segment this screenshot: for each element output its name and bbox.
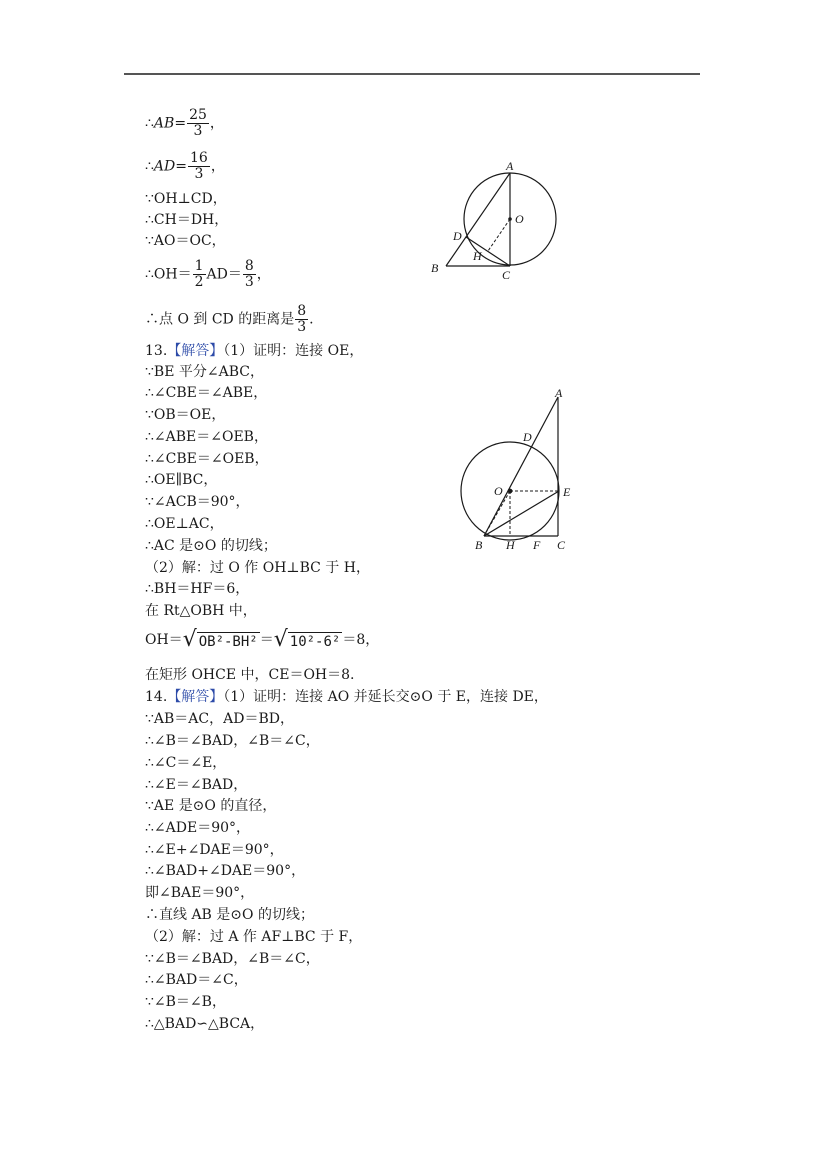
punctuation: ， xyxy=(210,158,225,175)
label-a: A xyxy=(555,386,563,400)
text-line: ∴AC 是⊙O 的切线； xyxy=(145,538,277,554)
line-sqrt xyxy=(145,629,379,651)
label-e: E xyxy=(563,485,571,499)
numerator: 1 xyxy=(194,258,204,274)
text-line: ∴BH＝HF＝6， xyxy=(145,581,250,597)
numerator: 8 xyxy=(297,303,307,319)
text-line: ∵∠ACB＝90°， xyxy=(145,494,250,510)
geometry-figure-1 xyxy=(420,155,570,285)
text-line: ∵AE 是⊙O 的直径， xyxy=(145,798,277,814)
radical-sign: √ xyxy=(182,627,197,652)
fraction xyxy=(193,259,206,290)
text-fragment: （1）证明：连接 OE， xyxy=(223,343,364,359)
line-distance xyxy=(145,304,314,335)
text-line: 即∠BAE＝90°， xyxy=(145,885,255,901)
square-root xyxy=(274,629,343,651)
text-line: ∴∠ABE＝∠OEB， xyxy=(145,429,268,445)
text-line: ∵∠B＝∠B， xyxy=(145,994,226,1010)
label-o: O xyxy=(515,212,524,226)
radical-sign: √ xyxy=(273,627,288,652)
text-fragment: （1）证明：连接 AO 并延长交⊙O 于 E，连接 DE， xyxy=(223,689,548,705)
text-line: ∴OE⊥AC， xyxy=(145,516,224,532)
denominator: 2 xyxy=(194,274,204,290)
label-h: H xyxy=(473,249,482,263)
text-fragment: ∴OH＝ xyxy=(145,266,192,283)
text-fragment: ＝8， xyxy=(342,632,380,648)
therefore-symbol: ∴ xyxy=(145,115,154,132)
text-fragment: OH＝ xyxy=(145,632,183,648)
radicand: OB²-BH² xyxy=(198,634,258,650)
square-root xyxy=(183,629,260,651)
label-o: O xyxy=(494,484,503,498)
segment-oh xyxy=(488,219,510,251)
punctuation: ， xyxy=(256,266,271,283)
text-line: ∴△BAD∽△BCA， xyxy=(145,1016,265,1032)
radicand: 10²-6² xyxy=(289,634,341,650)
text-line: ∵AB＝AC，AD＝BD， xyxy=(145,711,294,727)
numerator: 8 xyxy=(244,258,254,274)
denominator: 3 xyxy=(193,123,203,139)
problem-number: 14. xyxy=(145,689,168,705)
punctuation: . xyxy=(309,311,314,328)
text-line: ∴CH＝DH， xyxy=(145,212,229,228)
problem-13-header xyxy=(145,342,363,360)
label-d: D xyxy=(523,430,532,444)
text-line: ∵BE 平分∠ABC， xyxy=(145,364,264,380)
text-line: 在矩形 OHCE 中，CE＝OH＝8. xyxy=(145,667,355,683)
label-b: B xyxy=(431,261,439,275)
label-b: B xyxy=(475,538,483,552)
label-f: F xyxy=(533,538,541,552)
line-ad xyxy=(145,151,225,182)
fraction xyxy=(295,304,308,335)
segment-ab xyxy=(484,397,558,536)
text-line: ∵OB＝OE， xyxy=(145,407,226,423)
label-c: C xyxy=(502,268,511,282)
problem-14-header xyxy=(145,688,548,706)
equals-sign: = xyxy=(174,115,187,132)
text-line: ∴∠E＝∠BAD， xyxy=(145,777,248,793)
numerator: 25 xyxy=(189,107,207,123)
center-point xyxy=(508,217,512,221)
text-line: ∵OH⊥CD， xyxy=(145,191,227,207)
text-line: ∴∠BAD+∠DAE＝90°， xyxy=(145,863,306,879)
numerator: 16 xyxy=(190,150,208,166)
label-h: H xyxy=(506,538,515,552)
therefore-symbol: ∴ xyxy=(145,158,154,175)
segment-label: AD xyxy=(153,158,176,175)
denominator: 3 xyxy=(297,319,307,335)
text-line: （2）解：过 O 作 OH⊥BC 于 H， xyxy=(145,560,370,576)
text-line: ∴直线 AB 是⊙O 的切线； xyxy=(145,907,314,923)
text-line: ∴OE∥BC， xyxy=(145,472,218,488)
denominator: 3 xyxy=(244,274,254,290)
label-a: A xyxy=(506,159,514,173)
text-line: ∴∠BAD＝∠C， xyxy=(145,972,248,988)
text-line: ∵∠B＝∠BAD，∠B＝∠C， xyxy=(145,951,320,967)
answer-tag: 【解答】 xyxy=(167,689,224,705)
line-oh xyxy=(145,259,271,290)
text-line: ∴∠C＝∠E， xyxy=(145,755,227,771)
text-line: ∴∠B＝∠BAD，∠B＝∠C， xyxy=(145,733,320,749)
text-fragment: ∴点 O 到 CD 的距离是 xyxy=(145,311,295,328)
fraction xyxy=(187,108,209,139)
answer-tag: 【解答】 xyxy=(167,343,224,359)
problem-number: 13. xyxy=(145,343,168,359)
text-line: ∴∠ADE＝90°， xyxy=(145,820,251,836)
label-d: D xyxy=(453,229,462,243)
punctuation: ， xyxy=(209,115,224,132)
header-rule xyxy=(124,73,700,75)
text-line: ∴∠CBE＝∠ABE， xyxy=(145,385,268,401)
segment-label: AB xyxy=(153,115,175,132)
equals-sign: ＝ xyxy=(259,632,274,648)
text-line: 在 Rt△OBH 中， xyxy=(145,603,257,619)
text-line: ∵AO＝OC， xyxy=(145,233,226,249)
text-line: （2）解：过 A 作 AF⊥BC 于 F， xyxy=(145,929,363,945)
center-point xyxy=(508,489,513,494)
text-line: ∴∠E+∠DAE＝90°， xyxy=(145,842,284,858)
fraction xyxy=(243,259,256,290)
geometry-figure-2 xyxy=(458,385,588,555)
label-c: C xyxy=(557,538,566,552)
text-line: ∴∠CBE＝∠OEB， xyxy=(145,451,269,467)
line-ab xyxy=(145,108,224,139)
text-fragment: AD＝ xyxy=(206,266,242,283)
denominator: 3 xyxy=(194,166,204,182)
equals-sign: = xyxy=(175,158,187,175)
fraction xyxy=(188,151,210,182)
